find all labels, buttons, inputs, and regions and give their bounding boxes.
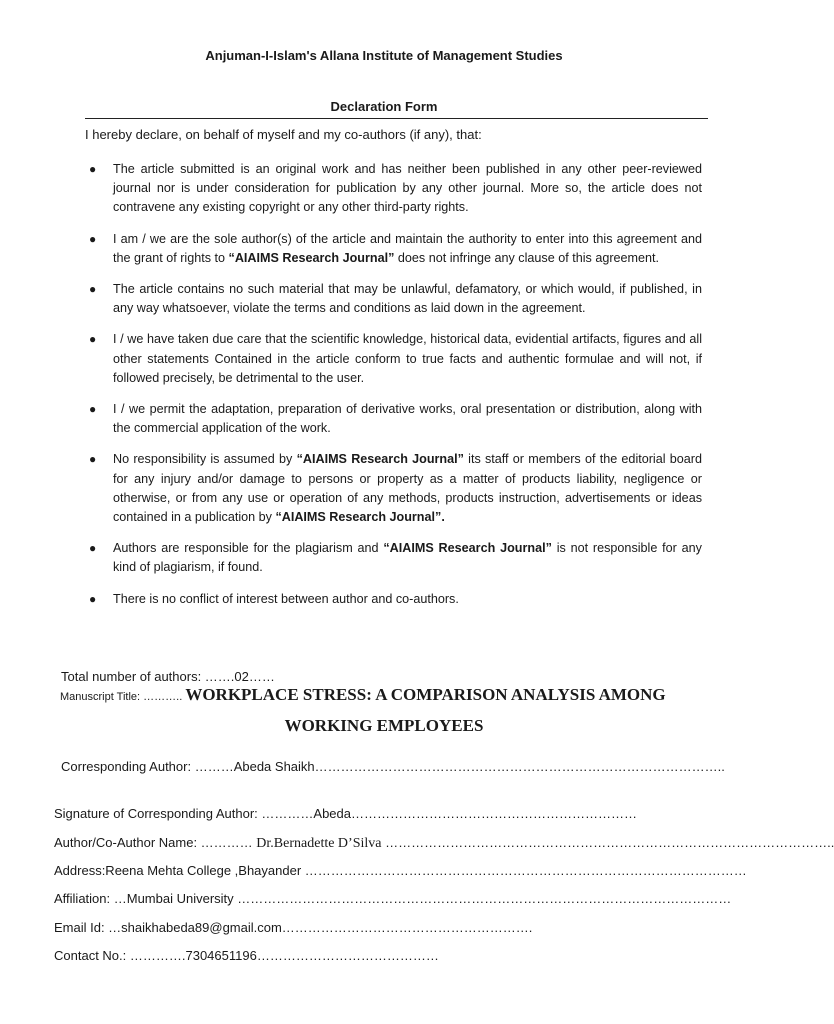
clause-text: does not infringe any clause of this agreement.	[394, 250, 660, 265]
clause-plagiarism	[85, 539, 702, 577]
manuscript-title-label: Manuscript Title: ………..	[60, 691, 186, 703]
corresponding-author-field: Corresponding Author: ………Abeda Shaikh…………………………………………………………………………………..	[61, 759, 725, 774]
declaration-intro: I hereby declare, on behalf of myself and my co-authors (if any), that:	[85, 127, 482, 142]
contact-field: Contact No.: ………….7304651196……………………………………	[54, 948, 439, 963]
clause-text: There is no conflict of interest between author and co-authors.	[113, 591, 459, 606]
clause-sole-author	[85, 230, 702, 268]
clause-text: is not responsible for any kind of plagiarism, if found.	[113, 541, 702, 575]
manuscript-title-line1: WORKPLACE STRESS: A COMPARISON ANALYSIS AMONG	[185, 685, 666, 704]
journal-name: “AIAIMS Research Journal”	[296, 452, 464, 467]
declaration-clauses	[85, 160, 702, 621]
clause-no-responsibility	[85, 450, 702, 527]
manuscript-title-field	[60, 685, 666, 705]
clause-adaptation	[85, 400, 702, 438]
clause-text: I am / we are the sole author(s) of the article and maintain the authority to enter into this agreement and the grant of rights to	[113, 231, 702, 265]
email-field: Email Id: …shaikhabeda89@gmail.com………………………………………………….	[54, 920, 533, 935]
affiliation-field: Affiliation: …Mumbai University ……………………………………………………………………………………………………	[54, 891, 732, 906]
journal-name: “AIAIMS Research Journal”	[275, 510, 442, 525]
coauthor-dots: …………………………………………………………………………………………..	[381, 835, 834, 850]
clause-text: The article contains no such material that may be unlawful, defamatory, or which would, if published, in any way whatsoever, violate the terms and conditions as laid down in the agreement.	[113, 282, 702, 316]
clause-due-care	[85, 330, 702, 388]
institute-name: Anjuman-I-Islam's Allana Institute of Management Studies	[205, 48, 563, 63]
journal-name: “AIAIMS Research Journal”	[383, 541, 552, 556]
clause-no-conflict	[85, 590, 702, 609]
clause-text: No responsibility is assumed by	[113, 452, 297, 467]
clause-no-unlawful-material	[85, 280, 702, 318]
bullet-icon: ●	[89, 332, 97, 347]
clause-text: I / we permit the adaptation, preparation of derivative works, oral presentation or distribution, along with the commercial application of the work.	[113, 402, 702, 436]
clause-text: The article submitted is an original work and has neither been published in any other peer-reviewed journal nor is under consideration for publication by any other journal. More so, the article does not contravene any existing copyright or any other third-party rights.	[113, 162, 702, 215]
bullet-icon: ●	[89, 452, 97, 467]
clause-text: Authors are responsible for the plagiarism and	[113, 541, 384, 556]
bullet-icon: ●	[89, 231, 97, 246]
clause-original-work	[85, 160, 702, 218]
bullet-icon: ●	[89, 591, 97, 606]
bullet-icon: ●	[89, 282, 97, 297]
form-title: Declaration Form	[330, 99, 438, 114]
bullet-icon: ●	[89, 541, 97, 556]
clause-text: its staff or members of the editorial board for any injury and/or damage to persons or property as a matter of products liability, negligence or otherwise, or from any use or operation of any methods, products instruction, advertisements or ideas contained in a publication by	[113, 452, 702, 525]
coauthor-name: Dr.Bernadette D’Silva	[256, 836, 382, 851]
title-divider	[85, 118, 708, 119]
address-field: Address:Reena Mehta College ,Bhayander …………………………………………………………………………………………	[54, 863, 747, 878]
total-authors-field: Total number of authors: …….02……	[61, 669, 275, 684]
bullet-icon: ●	[89, 162, 97, 176]
clause-text: I / we have taken due care that the scientific knowledge, historical data, evidential artifacts, figures and all other statements Contained in the article conform to true facts and authentic formulae and will not, if followed precisely, be detrimental to the user.	[113, 332, 702, 385]
manuscript-title-line2: WORKING EMPLOYEES	[284, 716, 484, 735]
coauthor-name-field	[54, 835, 834, 852]
signature-field: Signature of Corresponding Author: …………Abeda…………………………………………………………	[54, 806, 638, 821]
coauthor-label: Author/Co-Author Name: …………	[54, 835, 257, 850]
bullet-icon: ●	[89, 402, 97, 417]
clause-text: .	[441, 510, 445, 525]
journal-name: “AIAIMS Research Journal”	[228, 250, 395, 265]
